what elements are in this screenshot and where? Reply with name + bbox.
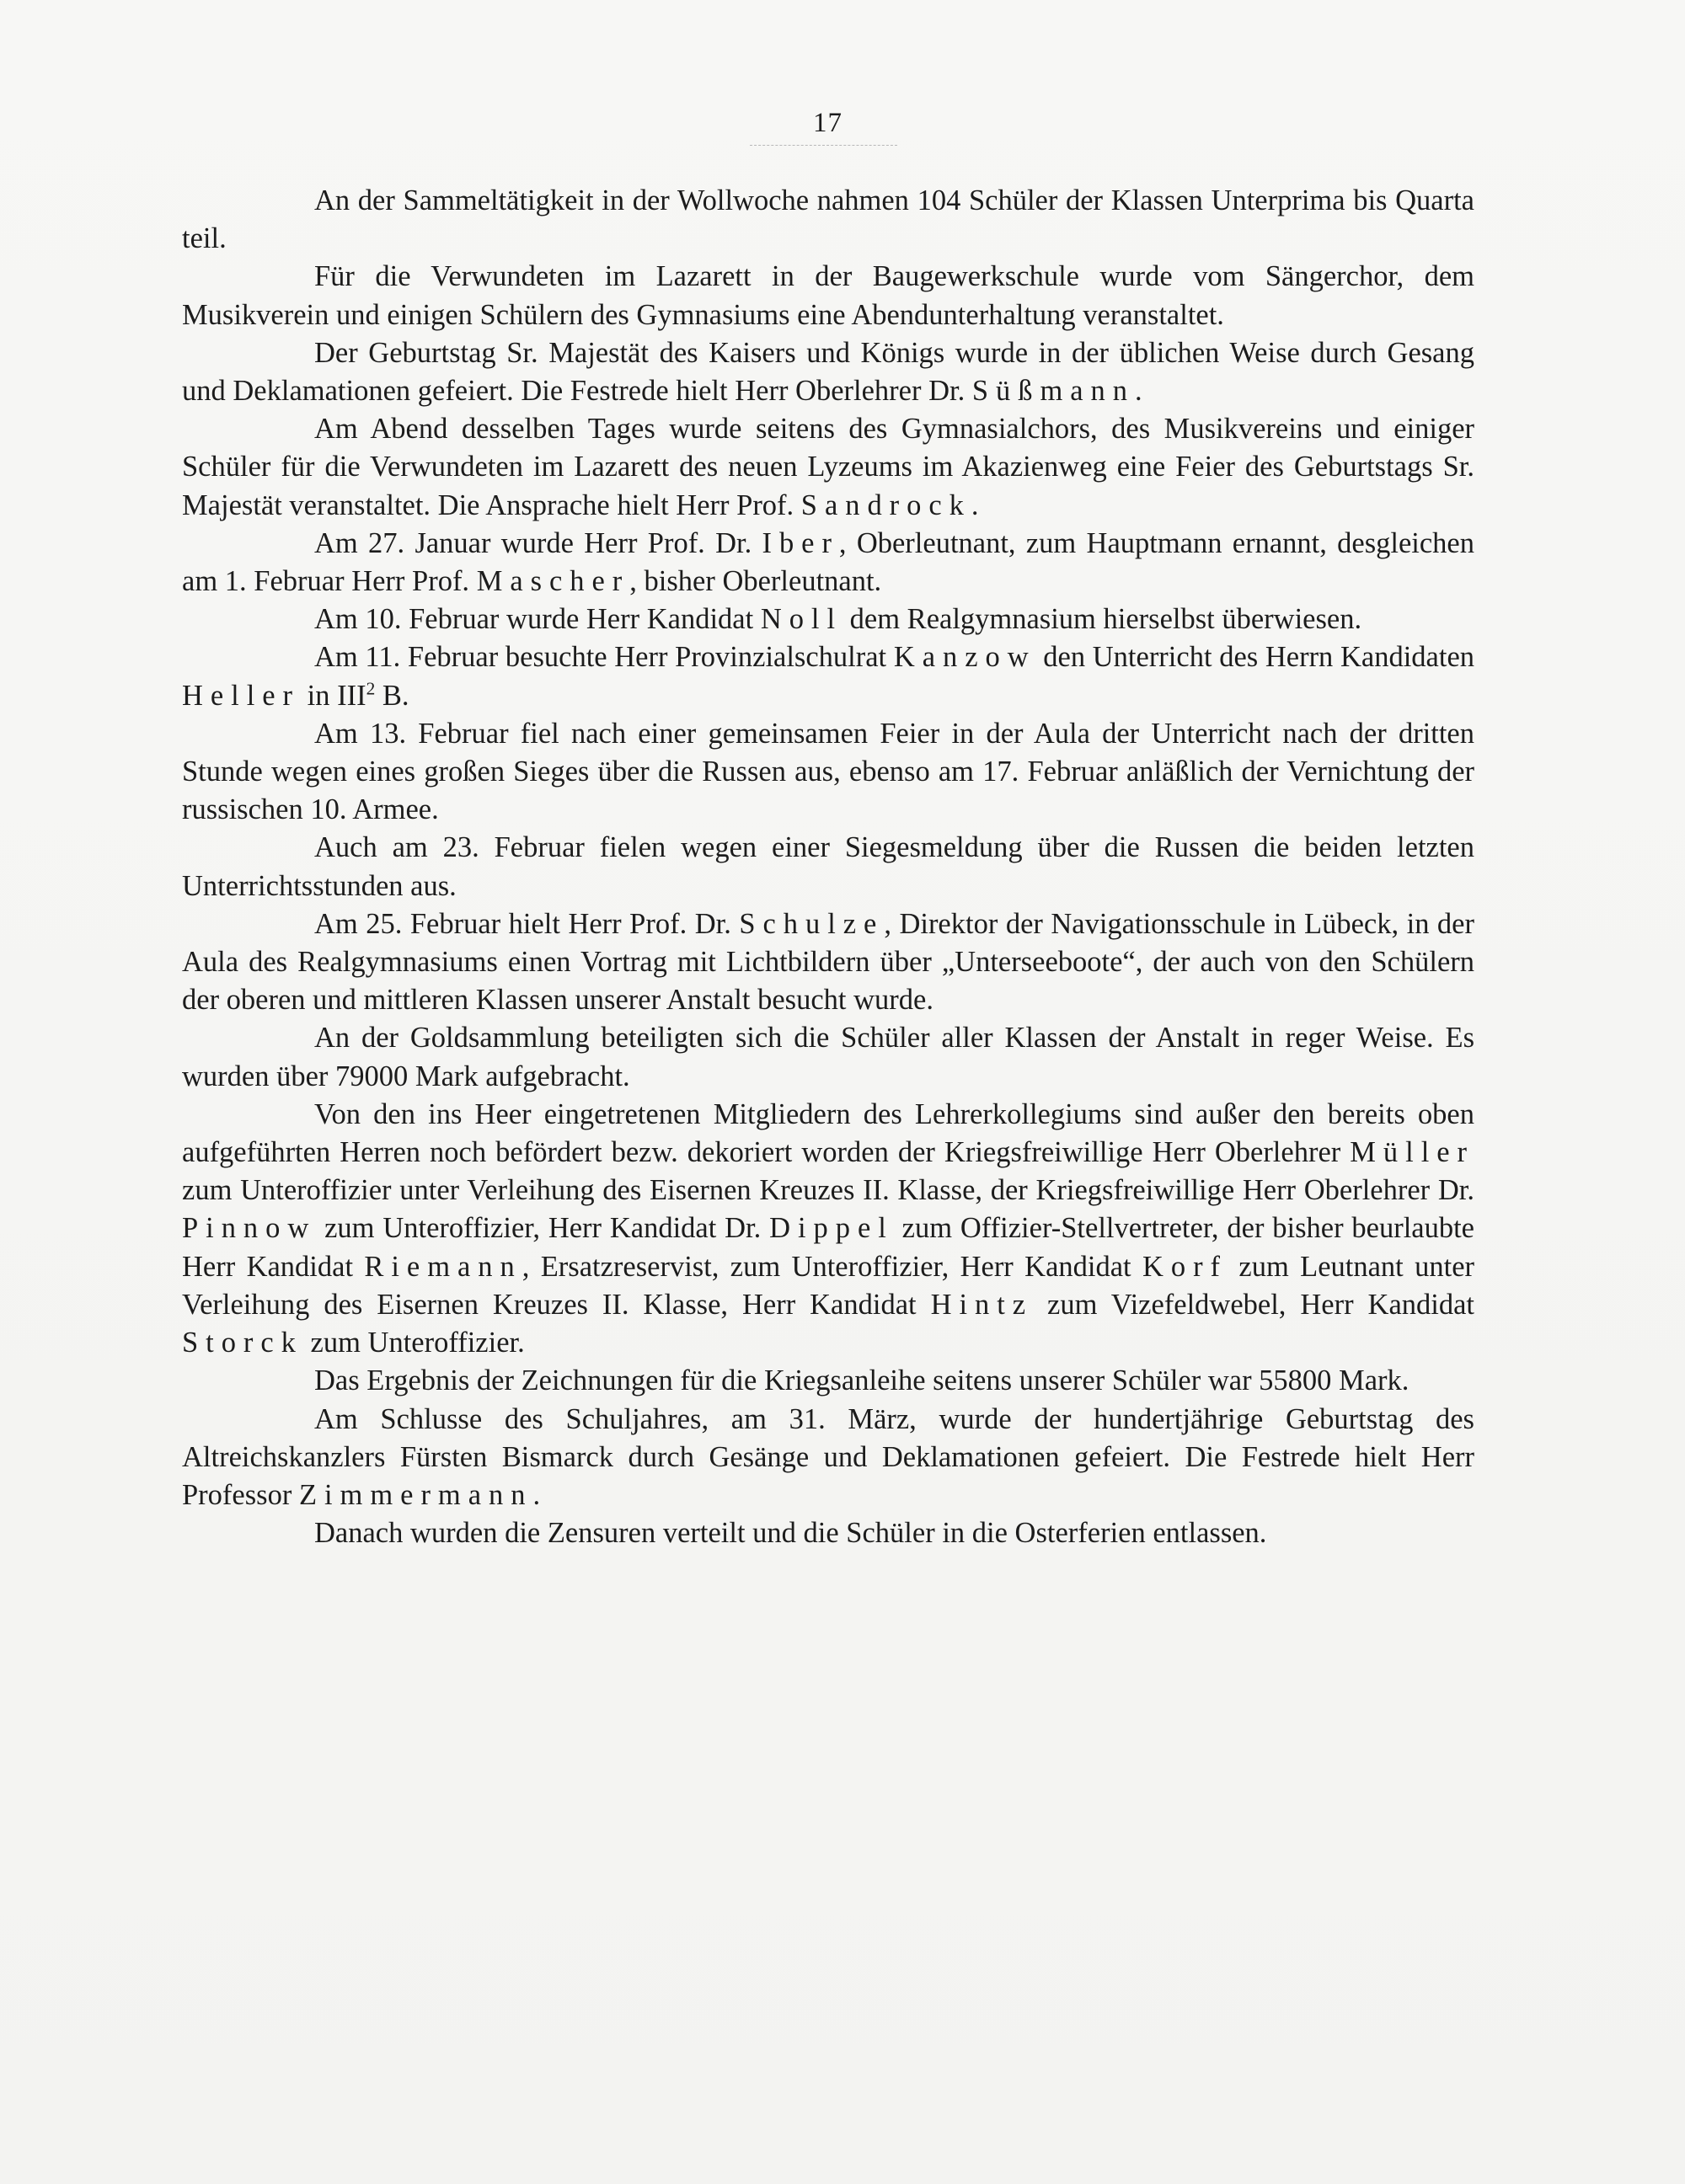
spaced-name: Schulze <box>739 907 885 940</box>
paragraph: An der Sammeltätigkeit in der Wollwoche nahmen 104 Schüler der Klassen Unterprima bis Quarta teil. <box>182 184 1474 255</box>
paragraph: Das Ergebnis der Zeichnungen für die Kriegsanleihe seitens unserer Schüler war 55800 Mark. <box>314 1364 1410 1397</box>
spaced-name: Sandrock <box>800 489 971 521</box>
paragraph: Am 13. Februar fiel nach einer gemeinsamen Feier in der Aula der Unterricht nach der dritten Stunde wegen eines großen Sieges über die Russen aus, ebenso am 17. Februar anläßlich der Vernichtung der russischen 10. Armee. <box>182 717 1474 826</box>
paragraph: Der Geburtstag Sr. Majestät des Kaisers und Königs wurde in der üblichen Weise durch Gesang und Deklamationen gefeiert. Die Festrede hielt Herr Oberlehrer Dr. Süßmann. <box>182 336 1474 408</box>
paragraph: Am 11. Februar besuchte Herr Provinzialschulrat Kanzow den Unterricht des Herrn Kandidaten Heller in III$^2$ B. <box>182 641 1475 712</box>
spaced-name: Iber <box>762 526 839 559</box>
paragraph: Am Abend desselben Tages wurde seitens des Gymnasialchors, des Musikvereins und einiger Schüler für die Verwundeten im Lazarett des neuen Lyzeums im Akazienweg eine Feier des Geburtstags Sr. Majestät veranstaltet. Die Ansprache hielt Herr Prof. Sandrock. <box>182 413 1474 521</box>
body-text <box>182 182 1474 1552</box>
paragraph: Danach wurden die Zensuren verteilt und die Schüler in die Osterferien entlassen. <box>314 1517 1267 1550</box>
spaced-name: Süßmann <box>971 375 1135 408</box>
spaced-name: Müller <box>1350 1136 1474 1169</box>
paragraph: Am Schlusse des Schuljahres, am 31. März, wurde der hundertjährige Geburtstag des Altreichskanzlers Fürsten Bismarck durch Gesänge und Deklamationen gefeiert. Die Festrede hielt Herr Professor Zimmermann. <box>182 1402 1474 1511</box>
spaced-name: Kanzow <box>893 641 1036 674</box>
paragraph: Von den ins Heer eingetretenen Mitgliedern des Lehrerkollegiums sind außer den bereits oben aufgeführten Herren noch befördert bezw. dekoriert worden der Kriegsfreiwillige Herr Oberlehrer Müller zum Unteroffizier unter Verleihung des Eisernen Kreuzes II. Klasse, der Kriegsfreiwillige Herr Oberlehrer Dr. Pinnow zum Unteroffizier, Herr Kandidat Dr. Dippel zum Offizier-Stellvertreter, der bisher beurlaubte Herr Kandidat Riemann, Ersatzreservist, zum Unteroffizier, Herr Kandidat Korf zum Leutnant unter Verleihung des Eisernen Kreuzes II. Klasse, Herr Kandidat Hintz zum Vizefeldwebel, Herr Kandidat Storck zum Unteroffizier. <box>182 1097 1474 1359</box>
paragraph: Am 25. Februar hielt Herr Prof. Dr. Schulze, Direktor der Navigationsschule in Lübeck, in der Aula des Realgymnasiums einen Vortrag mit Lichtbildern über „Unterseeboote“, der auch von den Schülern der oberen und mittleren Klassen unserer Anstalt besucht wurde. <box>182 907 1474 1017</box>
page-number: 17 <box>813 108 842 138</box>
spaced-name: Riemann <box>364 1250 522 1283</box>
spaced-name: Korf <box>1142 1250 1228 1283</box>
paragraph: Am 27. Januar wurde Herr Prof. Dr. Iber, Oberleutnant, zum Hauptmann ernannt, desgleichen am 1. Februar Herr Prof. Mascher, bisher Oberleutnant. <box>182 526 1474 598</box>
spaced-name: Zimmermann <box>298 1478 533 1511</box>
superscript: 2 <box>366 678 376 699</box>
paragraph: Auch am 23. Februar fielen wegen einer Siegesmeldung über die Russen die beiden letzten Unterrichtsstunden aus. <box>182 831 1474 902</box>
page-number-rule <box>750 145 897 146</box>
spaced-name: Mascher <box>476 565 630 598</box>
paragraph: An der Goldsammlung beteiligten sich die Schüler aller Klassen der Anstalt in reger Weise. Es wurden über 79000 Mark aufgebracht. <box>182 1022 1474 1092</box>
spaced-name: Heller <box>182 679 301 712</box>
spaced-name: Noll <box>760 603 843 636</box>
spaced-name: Hintz <box>930 1288 1034 1321</box>
spaced-name: Storck <box>182 1327 303 1359</box>
spaced-name: Dippel <box>769 1212 894 1245</box>
paragraph: Am 10. Februar wurde Herr Kandidat Noll dem Realgymnasium hierselbst überwiesen. <box>314 603 1362 636</box>
spaced-name: Pinnow <box>182 1212 317 1245</box>
paragraph: Für die Verwundeten im Lazarett in der Baugewerkschule wurde vom Sängerchor, dem Musikverein und einigen Schülern des Gymnasiums eine Abendunterhaltung veranstaltet. <box>182 260 1474 331</box>
